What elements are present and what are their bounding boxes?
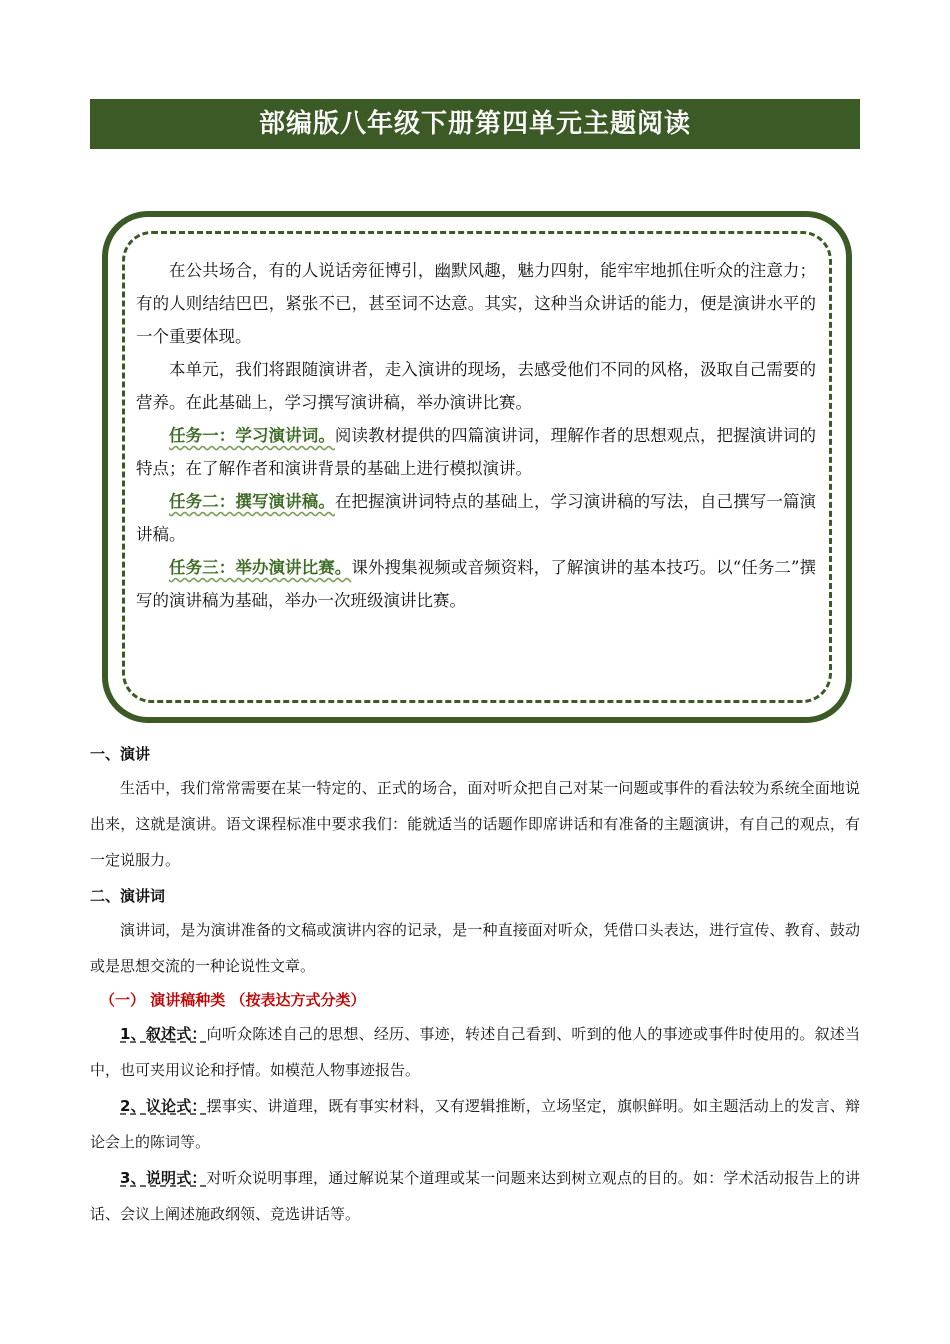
- section-speech-heading: 一、演讲: [90, 745, 151, 763]
- speech-type-item-2: [90, 1088, 860, 1160]
- task-one-text: 阅读教材提供的四篇演讲词，理解作者的思想观点，把握演讲词的特点；在了解作者和演讲背景的基础上进行模拟演讲。: [136, 426, 817, 478]
- speech-type-label-3: 3、说明式：: [120, 1169, 207, 1187]
- task-two-label: 任务二：撰写演讲稿。: [169, 492, 335, 511]
- speech-type-text-2: 摆事实、讲道理，既有事实材料，又有逻辑推断，立场坚定，旗帜鲜明。如主题活动上的发言、辩论会上的陈词等。: [90, 1097, 860, 1151]
- speech-types-subheading: （一） 演讲稿种类 （按表达方式分类）: [100, 991, 366, 1009]
- intro-box: [102, 211, 852, 723]
- section-speech-text-type: [90, 886, 860, 1232]
- speech-type-text-1: 向听众陈述自己的思想、经历、事迹，转述自己看到、听到的他人的事迹或事件时使用的。叙述当中，也可夹用议论和抒情。如模范人物事迹报告。: [90, 1025, 860, 1079]
- speech-type-item-3: [90, 1160, 860, 1232]
- page-title: 部编版八年级下册第四单元主题阅读: [90, 99, 860, 149]
- task-one: [136, 419, 816, 485]
- task-one-label: 任务一：学习演讲词。: [169, 426, 335, 445]
- task-two-text: 在把握演讲词特点的基础上，学习演讲稿的写法，自己撰写一篇演讲稿。: [136, 492, 817, 544]
- speech-type-item-1: [90, 1016, 860, 1088]
- section-speech: [90, 744, 860, 878]
- speech-type-label-2: 2、议论式：: [120, 1097, 207, 1115]
- task-three-label: 任务三：举办演讲比赛。: [169, 558, 352, 577]
- section-speech-words-text: 演讲词，是为演讲准备的文稿或演讲内容的记录，是一种直接面对听众，凭借口头表达，进行宣传、教育、鼓动或是思想交流的一种论说性文章。: [90, 921, 860, 975]
- speech-type-text-3: 对听众说明事理，通过解说某个道理或某一问题来达到树立观点的目的。如：学术活动报告上的讲话、会议上阐述施政纲领、竞选讲话等。: [90, 1169, 860, 1223]
- intro-paragraph-2: 本单元，我们将跟随演讲者，走入演讲的现场，去感受他们不同的风格，汲取自己需要的营养。在此基础上，学习撰写演讲稿，举办演讲比赛。: [136, 360, 816, 412]
- task-three: [136, 551, 816, 617]
- intro-paragraph-1: 在公共场合，有的人说话旁征博引，幽默风趣，魅力四射，能牢牢地抓住听众的注意力；有的人则结结巴巴，紧张不已，甚至词不达意。其实，这种当众讲话的能力，便是演讲水平的一个重要体现。: [136, 261, 816, 346]
- task-three-text: 课外搜集视频或音频资料，了解演讲的基本技巧。以“任务二”撰写的演讲稿为基础，举办一次班级演讲比赛。: [136, 558, 817, 610]
- intro-text: [136, 254, 816, 617]
- speech-type-label-1: 1、叙述式：: [120, 1025, 207, 1043]
- task-two: [136, 485, 816, 551]
- section-speech-text: 生活中，我们常常需要在某一特定的、正式的场合，面对听众把自己对某一问题或事件的看法较为系统全面地说出来，这就是演讲。语文课程标准中要求我们：能就适当的话题作即席讲话和有准备的主题演讲，有自己的观点，有一定说服力。: [90, 779, 860, 869]
- section-speech-words-heading: 二、演讲词: [90, 887, 166, 905]
